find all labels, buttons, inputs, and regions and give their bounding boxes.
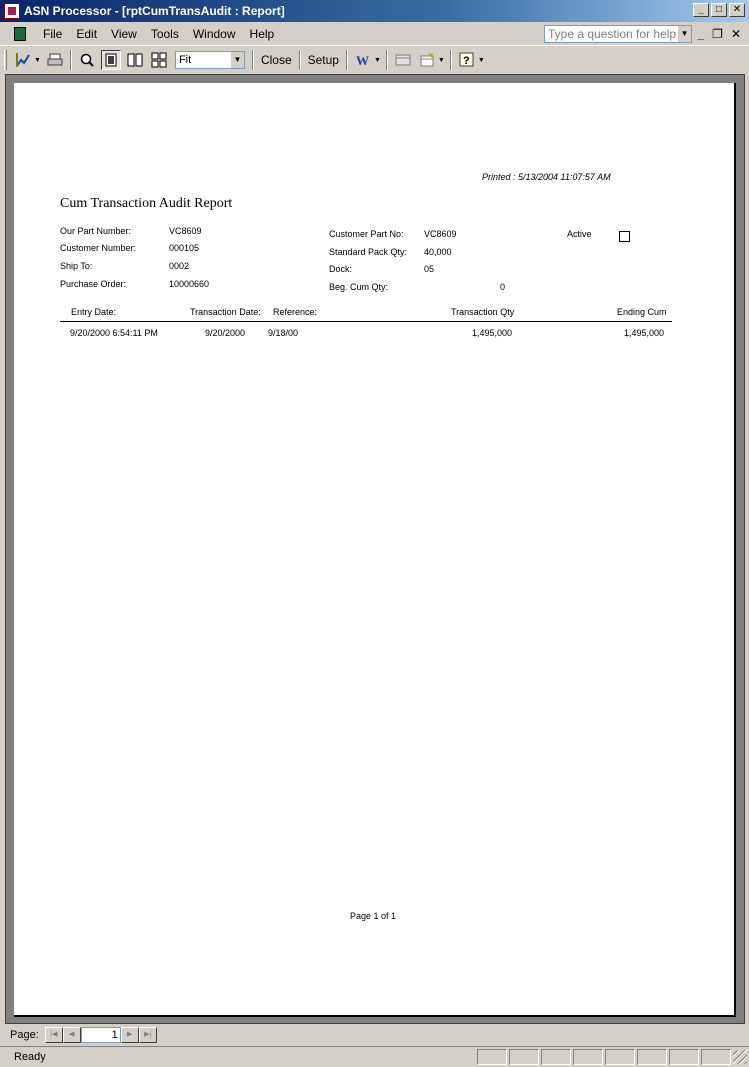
last-page-button[interactable]: ▶| bbox=[139, 1027, 157, 1043]
new-object-dropdown-icon[interactable]: ▼ bbox=[437, 56, 445, 64]
active-checkbox bbox=[619, 231, 630, 242]
table-cell: 9/20/2000 6:54:11 PM bbox=[70, 328, 158, 338]
mdi-controls bbox=[697, 27, 741, 41]
minimize-button[interactable]: _ bbox=[693, 3, 709, 17]
page-navigation bbox=[0, 1025, 749, 1045]
field-value: 0002 bbox=[169, 261, 190, 271]
status-panel bbox=[573, 1049, 603, 1065]
print-preview-toolbar bbox=[0, 47, 749, 73]
mdi-restore-button[interactable]: ❐ bbox=[712, 27, 723, 41]
field-value: 05 bbox=[424, 264, 435, 274]
page-number-input[interactable]: 1 bbox=[81, 1027, 121, 1043]
status-panel bbox=[669, 1049, 699, 1065]
status-bar bbox=[0, 1046, 749, 1067]
zoom-icon[interactable] bbox=[77, 50, 97, 70]
zoom-value: Fit bbox=[178, 54, 192, 66]
field-value: 40,000 bbox=[424, 247, 452, 257]
one-page-icon[interactable] bbox=[101, 50, 121, 70]
prev-page-button[interactable]: ◀ bbox=[63, 1027, 81, 1043]
report-document-icon[interactable] bbox=[14, 27, 26, 41]
svg-text:?: ? bbox=[462, 55, 470, 67]
title-bar bbox=[0, 0, 749, 22]
status-text: Ready bbox=[14, 1051, 46, 1063]
page-footer: Page 1 of 1 bbox=[350, 911, 397, 921]
menu-bar bbox=[0, 22, 749, 46]
column-header: Transaction Qty bbox=[451, 307, 515, 317]
multiple-pages-icon[interactable] bbox=[149, 50, 169, 70]
field-value: 000105 bbox=[169, 243, 200, 253]
field-label: Our Part Number: bbox=[60, 226, 132, 236]
help-dropdown-icon[interactable]: ▼ bbox=[678, 26, 691, 42]
close-window-button[interactable]: ✕ bbox=[729, 3, 745, 17]
column-header: Entry Date: bbox=[71, 307, 117, 317]
header-divider bbox=[60, 321, 672, 322]
toolbar-grip[interactable] bbox=[4, 50, 7, 70]
view-dropdown-icon[interactable]: ▼ bbox=[34, 56, 41, 64]
maximize-button[interactable]: □ bbox=[711, 3, 727, 17]
field-label: Dock: bbox=[329, 264, 353, 274]
menu-file[interactable]: File bbox=[43, 26, 63, 41]
status-panel bbox=[541, 1049, 571, 1065]
printed-timestamp: Printed : 5/13/2004 11:07:57 AM bbox=[482, 172, 611, 182]
window-controls bbox=[693, 3, 745, 17]
field-label: Customer Part No: bbox=[329, 229, 404, 239]
status-panel bbox=[605, 1049, 635, 1065]
column-header: Transaction Date: bbox=[190, 307, 261, 317]
field-label: Standard Pack Qty: bbox=[329, 247, 408, 257]
next-page-button[interactable]: ▶ bbox=[121, 1027, 139, 1043]
status-panel bbox=[637, 1049, 667, 1065]
page-label: Page: bbox=[10, 1029, 39, 1041]
column-header: Ending Cum bbox=[617, 307, 667, 317]
design-view-icon[interactable] bbox=[13, 50, 33, 70]
table-cell: 1,495,000 bbox=[624, 328, 665, 338]
zoom-dropdown-icon[interactable]: ▼ bbox=[231, 52, 244, 68]
two-pages-icon[interactable] bbox=[125, 50, 145, 70]
database-window-icon[interactable] bbox=[393, 50, 413, 70]
resize-grip[interactable] bbox=[733, 1050, 747, 1064]
window-title: ASN Processor - [rptCumTransAudit : Report] bbox=[24, 4, 285, 18]
field-value: VC8609 bbox=[424, 229, 457, 239]
menu-view[interactable]: View bbox=[111, 26, 137, 41]
help-search-input[interactable] bbox=[544, 25, 692, 43]
menu-edit[interactable]: Edit bbox=[76, 26, 98, 41]
new-object-icon[interactable] bbox=[417, 50, 437, 70]
field-label: Purchase Order: bbox=[60, 279, 127, 289]
zoom-select[interactable] bbox=[175, 51, 245, 69]
menu-tools[interactable]: Tools bbox=[150, 26, 179, 41]
table-cell: 9/18/00 bbox=[268, 328, 299, 338]
table-cell: 1,495,000 bbox=[472, 328, 513, 338]
toolbar-options-icon[interactable]: ▼ bbox=[477, 56, 485, 64]
setup-button[interactable]: Setup bbox=[307, 53, 339, 67]
menu-help[interactable]: Help bbox=[249, 26, 275, 41]
status-panel bbox=[477, 1049, 507, 1065]
app-icon[interactable] bbox=[4, 3, 20, 19]
report-page bbox=[14, 83, 736, 1017]
status-panel bbox=[509, 1049, 539, 1065]
column-header: Reference: bbox=[273, 307, 318, 317]
active-label: Active bbox=[567, 229, 592, 239]
office-links-dropdown-icon[interactable]: ▼ bbox=[373, 56, 381, 64]
first-page-button[interactable]: |◀ bbox=[45, 1027, 63, 1043]
word-export-icon[interactable] bbox=[353, 50, 373, 70]
field-label: Beg. Cum Qty: bbox=[329, 282, 389, 292]
help-icon[interactable] bbox=[457, 50, 477, 70]
report-title: Cum Transaction Audit Report bbox=[60, 196, 233, 211]
field-value: 0 bbox=[500, 282, 506, 292]
mdi-close-button[interactable]: ✕ bbox=[730, 27, 741, 41]
field-label: Customer Number: bbox=[60, 243, 137, 253]
help-search-placeholder: Type a question for help bbox=[548, 27, 677, 41]
mdi-minimize-button[interactable]: _ bbox=[697, 27, 705, 41]
table-cell: 9/20/2000 bbox=[205, 328, 246, 338]
field-label: Ship To: bbox=[60, 261, 93, 271]
svg-text:W: W bbox=[355, 53, 369, 68]
field-value: 10000660 bbox=[169, 279, 210, 289]
status-panel bbox=[701, 1049, 731, 1065]
menu-window[interactable]: Window bbox=[192, 26, 236, 41]
print-icon[interactable] bbox=[45, 50, 65, 70]
field-value: VC8609 bbox=[169, 226, 202, 236]
close-button[interactable]: Close bbox=[260, 53, 292, 67]
